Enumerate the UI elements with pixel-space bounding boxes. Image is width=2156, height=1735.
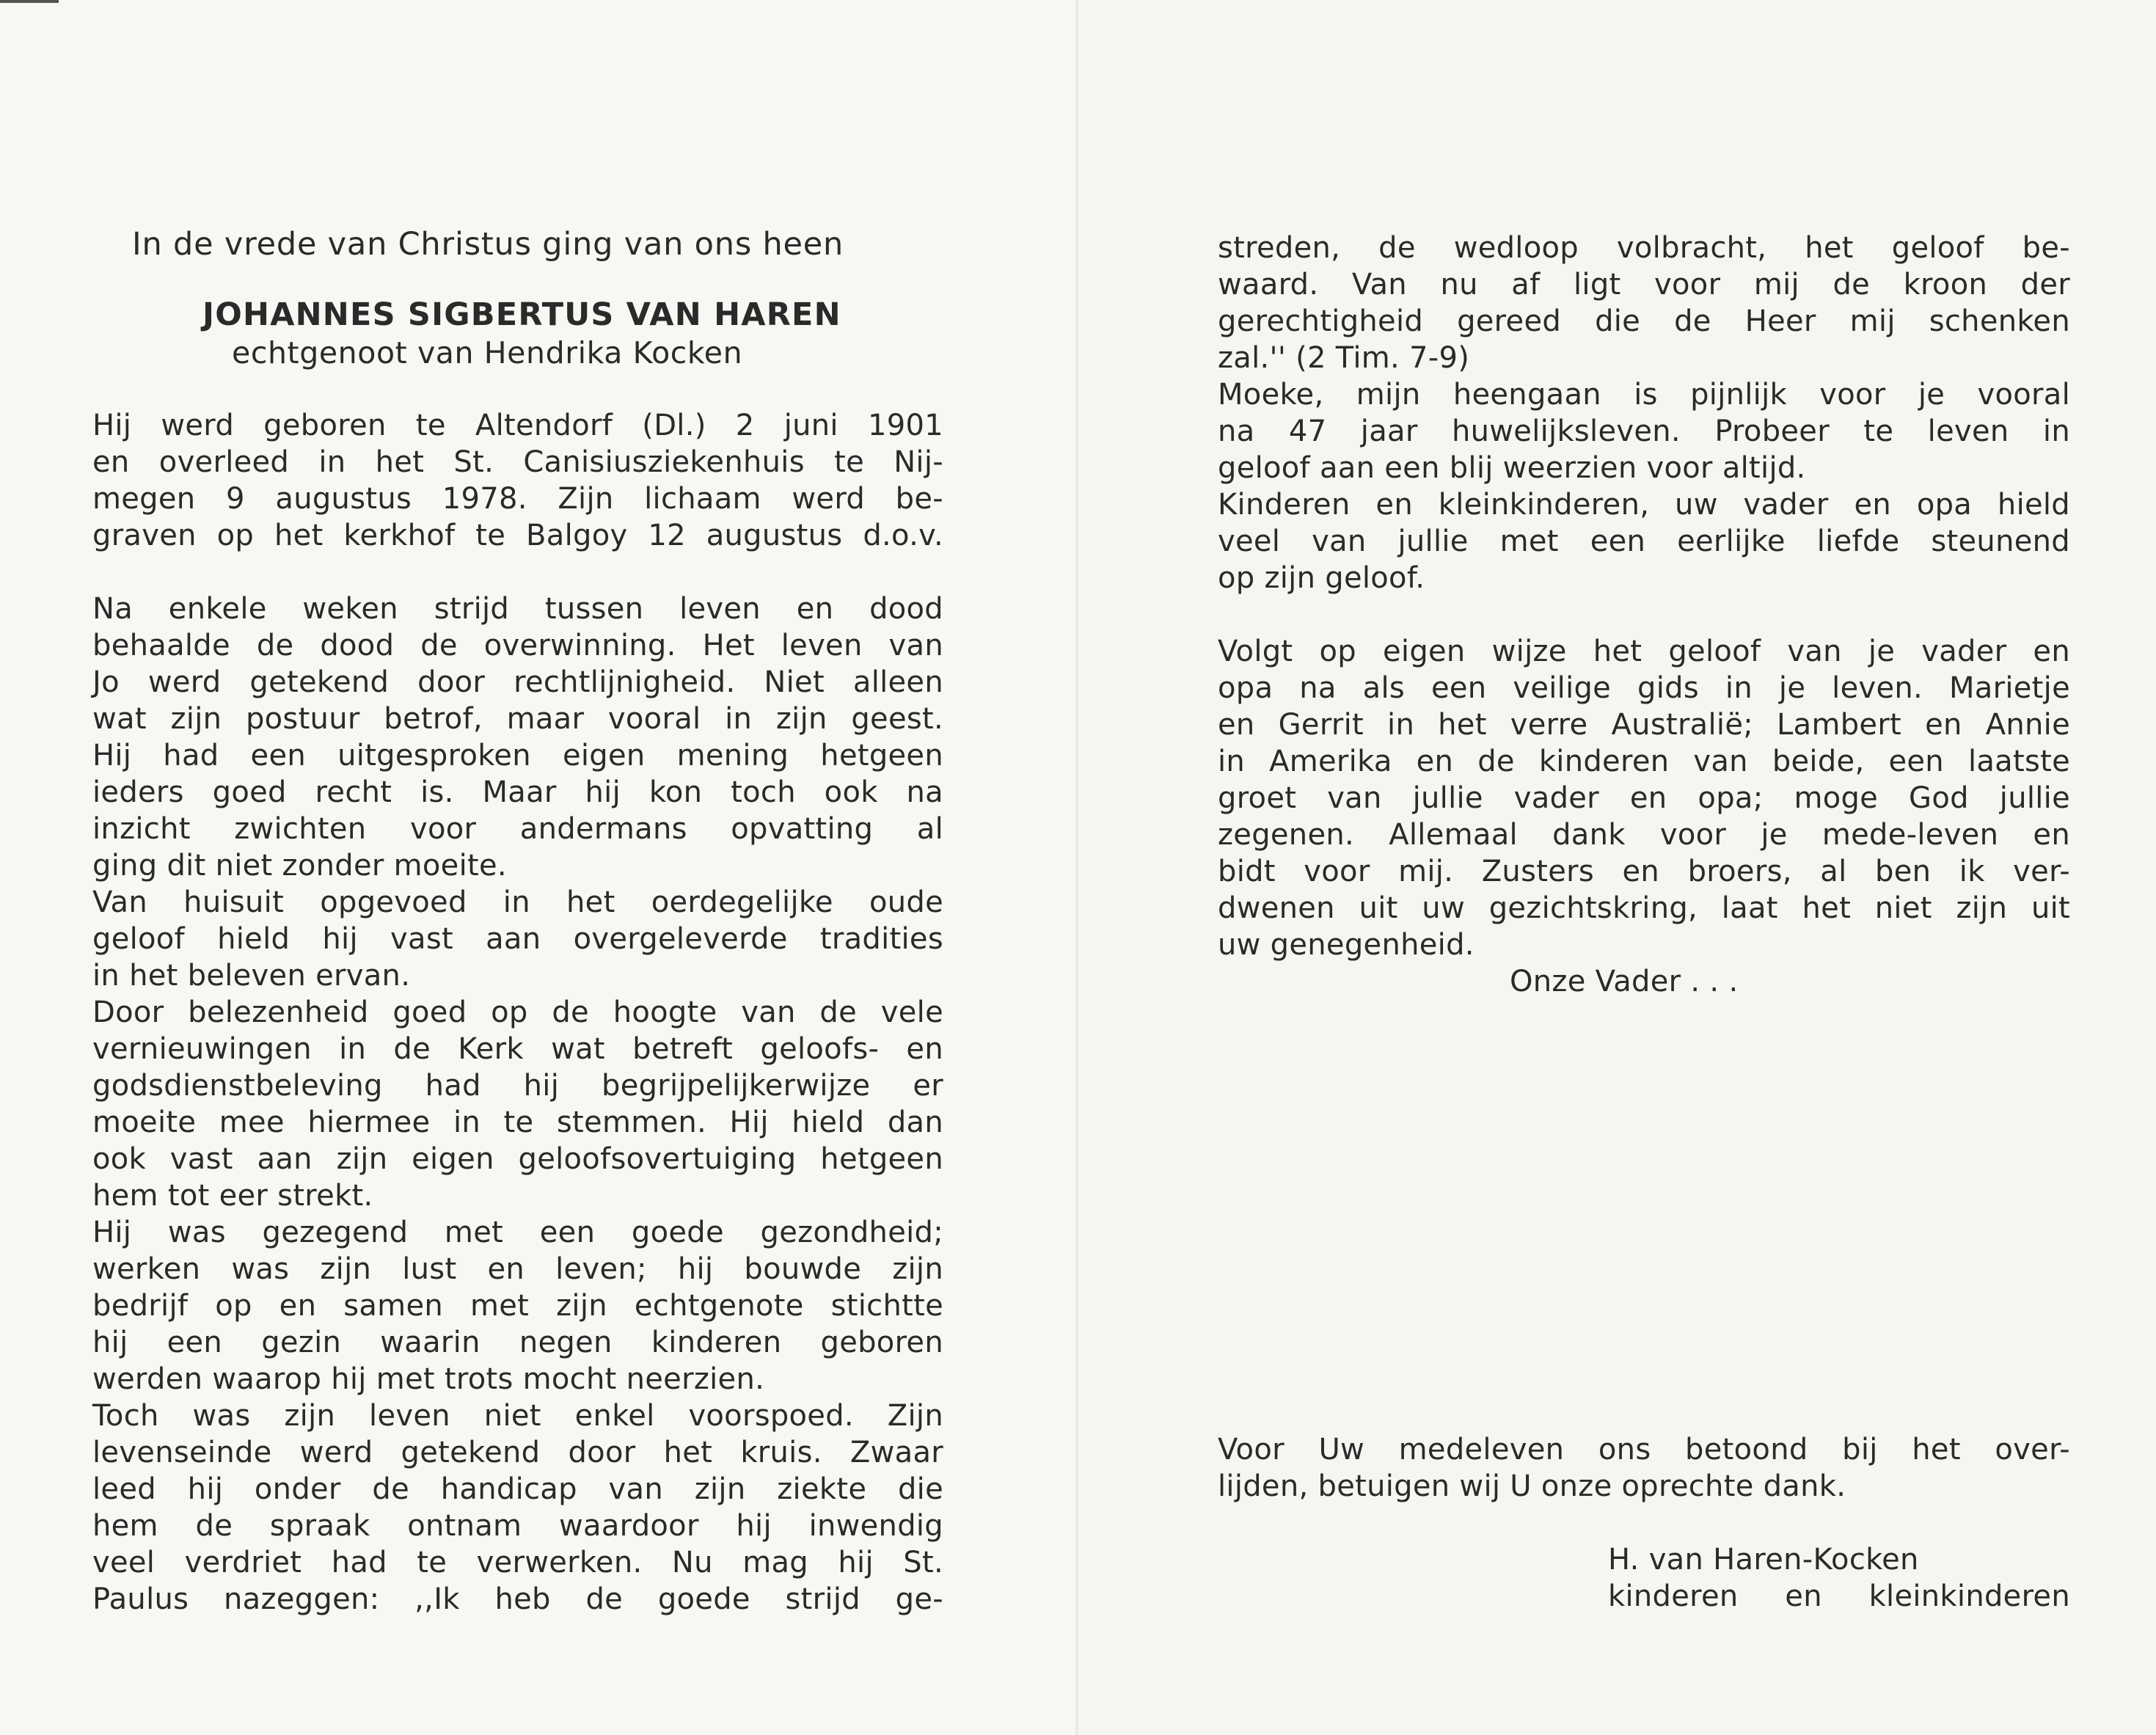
left-line: hem de spraak ontnam waardoor hij inwendig	[92, 1509, 943, 1543]
left-line: inzicht zwichten voor andermans opvatting al	[92, 812, 943, 846]
closing-prayer: Onze Vader . . .	[1510, 965, 1739, 998]
left-line: megen 9 augustus 1978. Zijn lichaam werd be-	[92, 482, 943, 516]
right-line: waard. Van nu af ligt voor mij de kroon der	[1218, 268, 2070, 302]
right-line: zal.'' (2 Tim. 7-9)	[1218, 341, 1470, 375]
left-line: hem tot eer strekt.	[92, 1179, 373, 1213]
left-line: Hij werd geboren te Altendorf (Dl.) 2 juni 1901	[92, 409, 943, 442]
right-line: Volgt op eigen wijze het geloof van je vader en	[1218, 635, 2070, 668]
right-line: opa na als een veilige gids in je leven. Marietje	[1218, 671, 2070, 705]
deceased-name: JOHANNES SIGBERTUS VAN HAREN	[202, 296, 841, 333]
left-line: geloof hield hij vast aan overgeleverde tradities	[92, 922, 943, 956]
left-line: Jo werd getekend door rechtlijnigheid. Niet alleen	[92, 665, 943, 699]
left-line: ging dit niet zonder moeite.	[92, 849, 507, 883]
left-line: en overleed in het St. Canisiusziekenhuis te Nij-	[92, 445, 943, 479]
right-line: groet van jullie vader en opa; moge God jullie	[1218, 781, 2070, 815]
right-line: Kinderen en kleinkinderen, uw vader en opa hield	[1218, 488, 2070, 522]
left-line: godsdienstbeleving had hij begrijpelijkerwijze er	[92, 1069, 943, 1103]
signature-line: kinderen en kleinkinderen	[1608, 1579, 2070, 1613]
right-line: dwenen uit uw gezichtskring, laat het niet zijn uit	[1218, 891, 2070, 925]
right-line: op zijn geloof.	[1218, 561, 1425, 595]
right-line: zegenen. Allemaal dank voor je mede-leven en	[1218, 818, 2070, 852]
left-line: leed hij onder de handicap van zijn ziekte die	[92, 1472, 943, 1506]
thanks-line: lijden, betuigen wij U onze oprechte dank.	[1218, 1469, 1846, 1503]
left-line: Door belezenheid goed op de hoogte van de vele	[92, 996, 943, 1029]
left-line: Na enkele weken strijd tussen leven en dood	[92, 592, 943, 626]
left-line: veel verdriet had te verwerken. Nu mag hij St.	[92, 1546, 943, 1579]
right-line: uw genegenheid.	[1218, 928, 1475, 962]
right-line: geloof aan een blij weerzien voor altijd.	[1218, 451, 1806, 485]
left-line: moeite mee hiermee in te stemmen. Hij hield dan	[92, 1106, 943, 1139]
left-line: Toch was zijn leven niet enkel voorspoed. Zijn	[92, 1399, 943, 1433]
signature-line: H. van Haren-Kocken	[1608, 1543, 1919, 1577]
left-line: levenseinde werd getekend door het kruis. Zwaar	[92, 1436, 943, 1469]
left-line: graven op het kerkhof te Balgoy 12 augustus d.o.v.	[92, 519, 943, 552]
right-line: in Amerika en de kinderen van beide, een laatste	[1218, 745, 2070, 778]
left-line: Paulus nazeggen: ,,Ik heb de goede strijd ge-	[92, 1582, 943, 1616]
right-line: na 47 jaar huwelijksleven. Probeer te leven in	[1218, 414, 2070, 448]
left-line: bedrijf op en samen met zijn echtgenote stichtte	[92, 1289, 943, 1323]
right-line: streden, de wedloop volbracht, het geloof be-	[1218, 231, 2070, 265]
thanks-line: Voor Uw medeleven ons betoond bij het over-	[1218, 1433, 2070, 1466]
left-line: hij een gezin waarin negen kinderen geboren	[92, 1326, 943, 1359]
right-line: veel van jullie met een eerlijke liefde steunend	[1218, 525, 2070, 558]
right-line: Moeke, mijn heengaan is pijnlijk voor je vooral	[1218, 378, 2070, 412]
left-line: Van huisuit opgevoed in het oerdegelijke oude	[92, 885, 943, 919]
intro-line: In de vrede van Christus ging van ons heen	[132, 226, 844, 263]
right-line: gerechtigheid gereed die de Heer mij schenken	[1218, 304, 2070, 338]
spouse-line: echtgenoot van Hendrika Kocken	[232, 335, 743, 370]
left-line: in het beleven ervan.	[92, 959, 411, 993]
left-line: behaalde de dood de overwinning. Het leven van	[92, 629, 943, 662]
left-line: ook vast aan zijn eigen geloofsovertuiging hetgeen	[92, 1142, 943, 1176]
left-line: ieders goed recht is. Maar hij kon toch ook na	[92, 775, 943, 809]
left-line: wat zijn postuur betrof, maar vooral in zijn geest.	[92, 702, 943, 736]
card-fold	[1075, 0, 1078, 1735]
left-line: werden waarop hij met trots mocht neerzien.	[92, 1362, 765, 1396]
left-line: werken was zijn lust en leven; hij bouwde zijn	[92, 1252, 943, 1286]
left-line: Hij was gezegend met een goede gezondheid;	[92, 1216, 943, 1249]
corner-mark	[0, 0, 59, 3]
left-line: vernieuwingen in de Kerk wat betreft geloofs- en	[92, 1032, 943, 1066]
right-line: bidt voor mij. Zusters en broers, al ben ik ver-	[1218, 855, 2070, 888]
right-line: en Gerrit in het verre Australië; Lambert en Annie	[1218, 708, 2070, 742]
left-line: Hij had een uitgesproken eigen mening hetgeen	[92, 739, 943, 772]
